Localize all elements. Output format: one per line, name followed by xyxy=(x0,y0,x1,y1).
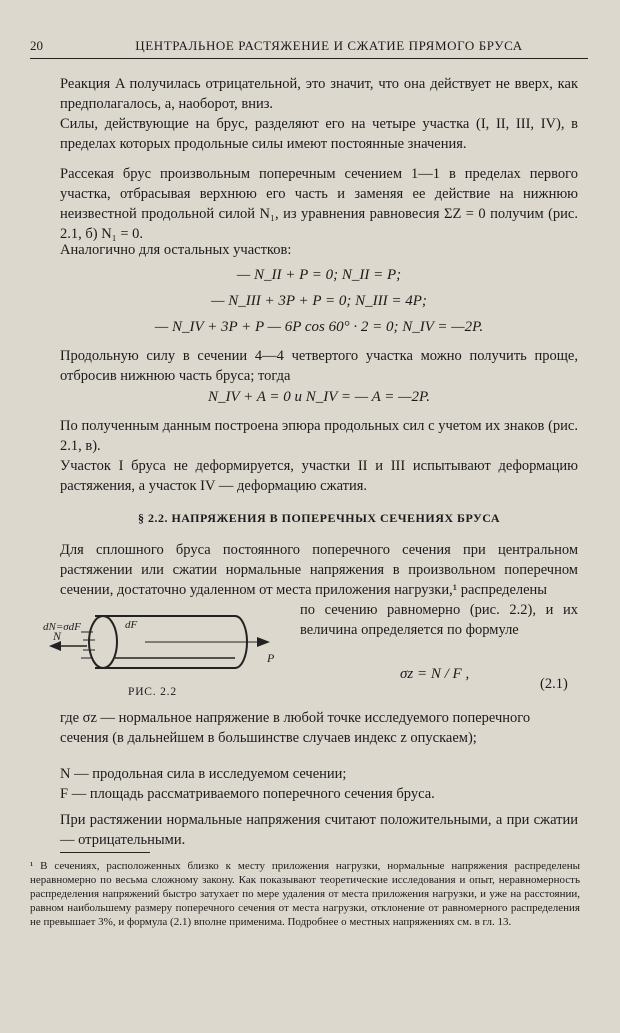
definition-f: F — площадь рассматриваемого поперечного сечения бруса. xyxy=(60,786,435,802)
footnote-rule xyxy=(60,852,150,853)
formula-number: (2.1) xyxy=(540,676,568,692)
paragraph-diagram: По полученным данным построена эпюра продольных сил с учетом их знаков (рис. 2.1, в). xyxy=(60,418,578,454)
figure-caption: РИС. 2.2 xyxy=(128,686,177,698)
header-rule xyxy=(30,58,588,59)
figure-rod-stress xyxy=(35,600,285,680)
definition-n: N — продольная сила в исследуемом сечении; xyxy=(60,766,347,782)
equation-n4-alt: N_IV + A = 0 и N_IV = — A = —2P. xyxy=(208,389,430,405)
label-n: N xyxy=(53,629,62,643)
label-dn: dN=σdF xyxy=(43,621,81,633)
paragraph-deformation: Участок I бруса не деформируется, участки II и III испытывают деформацию растяжения, а участок IV — деформацию сжатия. xyxy=(60,458,578,494)
label-p: P xyxy=(267,651,275,665)
paragraph-similar: Аналогично для остальных участков: xyxy=(60,242,292,258)
paragraph-stress-a: Для сплошного бруса постоянного поперечного сечения при центральном растяжении или сжатии нормальные напряжения в произвольном поперечном сечении, достаточно удаленном от места приложения нагрузки,¹ распределены xyxy=(60,542,578,598)
equation-n2: — N_II + P = 0; N_II = P; xyxy=(236,267,402,283)
paragraph-reaction: Реакция A получилась отрицательной, это значит, что она действует не вверх, как предполагалось, а, наоборот, вниз. xyxy=(60,76,578,112)
label-df: dF xyxy=(125,619,138,631)
paragraph-section-4: Продольную силу в сечении 4—4 четвертого участка можно получить проще, отбросив нижнюю часть бруса; тогда xyxy=(60,348,578,384)
section-heading: § 2.2. НАПРЯЖЕНИЯ В ПОПЕРЕЧНЫХ СЕЧЕНИЯХ БРУСА xyxy=(137,511,501,525)
footnote: ¹ В сечениях, расположенных близко к месту приложения нагрузки, нормальные напряжения распределены неравномерно по весьма сложному закону. Как показывают теоретические исследования и опыт, неравномерность распределения напряжений быстро затухает по мере удаления от места приложения нагрузки, и уже на расстоянии, равном наибольшему размеру поперечного сечения от места нагрузки, отклонение от равномерного распределения не превышает 3%, и формула (2.1) вполне применима. Подробнее о местных напряжениях см. в гл. 13. xyxy=(30,860,580,928)
definition-sigma: где σz — нормальное напряжение в любой точке исследуемого поперечного сечения (в дальнейшем в большинстве случаев индекс z опускаем); xyxy=(60,710,531,746)
running-header xyxy=(30,38,588,54)
paragraph-sections: Силы, действующие на брус, разделяют его на четыре участка (I, II, III, IV), в пределах которых продольные силы имеют постоянные значения. xyxy=(60,116,578,152)
paragraph-sign-rule: При растяжении нормальные напряжения считают положительными, а при сжатии — отрицательными. xyxy=(60,812,578,848)
equation-n4: — N_IV + 3P + P — 6P cos 60° · 2 = 0; N_IV = —2P. xyxy=(154,319,484,335)
equation-n3: — N_III + 3P + P = 0; N_III = 4P; xyxy=(211,293,427,309)
paragraph-stress-b: по сечению равномерно (рис. 2.2), и их величина определяется по формуле xyxy=(300,602,578,638)
page-number: 20 xyxy=(30,38,43,53)
stress-formula: σz = N / F , xyxy=(400,666,470,682)
paragraph-cut: Рассекая брус произвольным поперечным сечением 1—1 в пределах первого участка, отбрасывая верхнюю его часть и заменяя ее действие на нижнюю неизвестной продольной силой N₁, из уравнения равновесия ΣZ = 0 получим (рис. 2.1, б) N₁ = 0. xyxy=(60,166,578,242)
header-title: ЦЕНТРАЛЬНОЕ РАСТЯЖЕНИЕ И СЖАТИЕ ПРЯМОГО БРУСА xyxy=(135,38,523,53)
